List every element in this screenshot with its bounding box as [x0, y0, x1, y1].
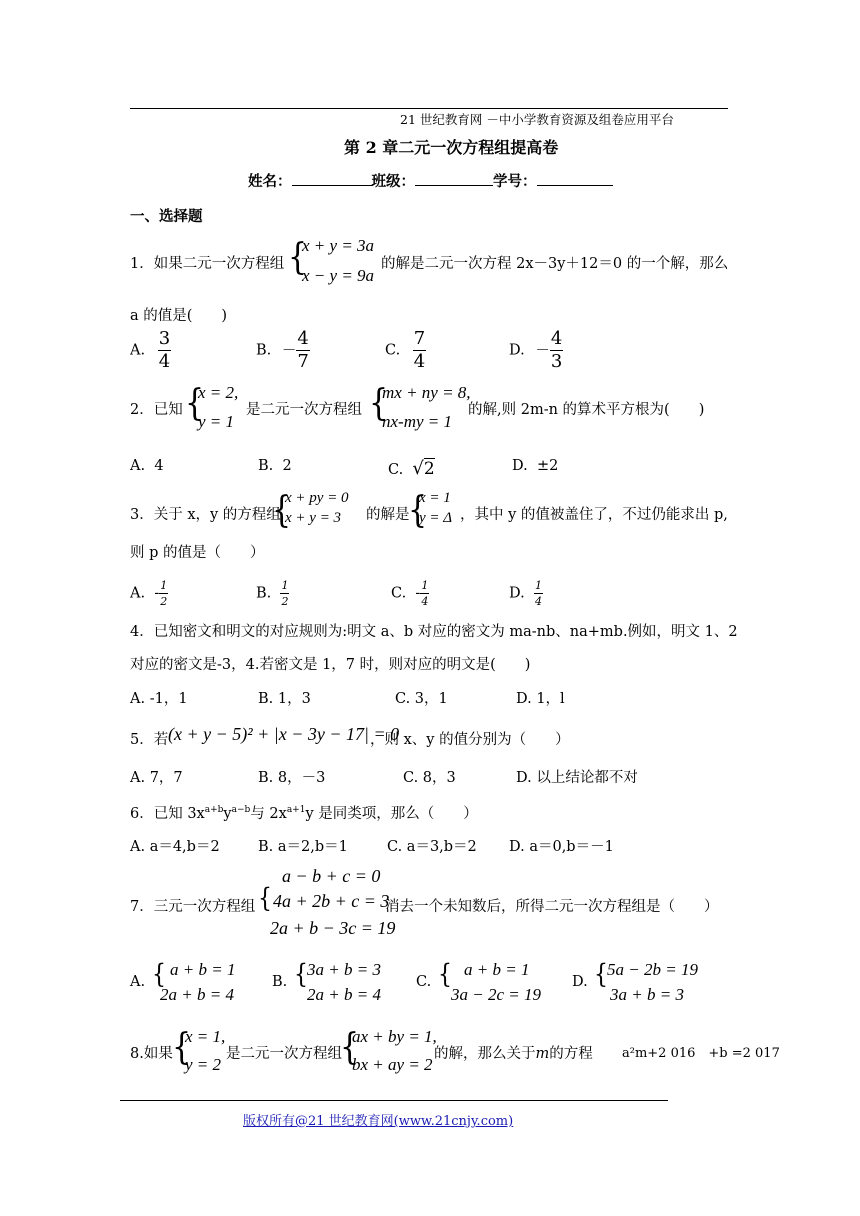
q5-expression: (x + y − 5)² + |x − 3y − 17| = 0 — [168, 724, 400, 744]
q3-option-d[interactable]: D. $\frac{1}{4}$ — [509, 579, 542, 608]
q3-e2: x + y = 3 — [285, 510, 342, 526]
q1-opt-d-fraction: $\frac{4}{3}$ — [550, 328, 563, 372]
name-blank[interactable] — [292, 185, 372, 186]
q3-s2: y = Δ — [419, 510, 453, 526]
q6-option-c[interactable]: C. a＝3,b＝2 — [387, 839, 477, 855]
q4-line2: 对应的密文是-3，4.若密文是 1，7 时，则对应的明文是( ) — [130, 657, 531, 673]
q2-brace-2: { — [369, 382, 389, 425]
name-label: 姓名： — [248, 173, 292, 190]
id-label: 学号： — [493, 173, 537, 190]
q2-option-c[interactable]: C. √2 — [388, 458, 435, 479]
header-rule — [130, 108, 728, 109]
q8-text-b: 是二元一次方程组 — [226, 1046, 342, 1062]
q2-brace-1: { — [185, 382, 205, 425]
q8-e1: ax + by = 1, — [352, 1027, 437, 1046]
q2-text-b: 是二元一次方程组 — [246, 402, 362, 418]
q5-option-c[interactable]: C. 8，3 — [403, 770, 456, 786]
q4-option-b[interactable]: B. 1，3 — [258, 691, 311, 707]
q8-s2: y = 2 — [185, 1055, 222, 1074]
id-blank[interactable] — [537, 185, 613, 186]
q3-option-b[interactable]: B. $\frac{1}{2}$ — [256, 579, 289, 608]
sqrt-symbol: √ — [412, 458, 424, 479]
class-blank[interactable] — [415, 185, 493, 186]
q8-text-a: 8.如果 — [130, 1046, 173, 1062]
q7-brace: { — [258, 883, 272, 914]
footer-rule — [120, 1100, 668, 1101]
q1-eq2: x − y = 9a — [302, 266, 375, 285]
q8-s1: x = 1, — [185, 1027, 226, 1046]
q3-option-c[interactable]: C. - $\frac{1}{4}$ — [391, 579, 429, 608]
q7-e1: a − b + c = 0 — [282, 866, 381, 886]
q3-s1: x = 1 — [419, 490, 451, 506]
q5-option-d[interactable]: D. 以上结论都不对 — [516, 770, 638, 786]
q8-brace-1: { — [172, 1026, 192, 1069]
q2-option-a[interactable]: A. 4 — [130, 458, 164, 474]
q2-s1: x = 2, — [198, 383, 239, 402]
q1-opt-c-fraction: $\frac{7}{4}$ — [413, 328, 426, 372]
q7-text-b: 消去一个未知数后，所得二元一次方程组是（ ） — [385, 899, 719, 915]
student-info — [248, 170, 613, 191]
q7-e3: 2a + b − 3c = 19 — [270, 918, 396, 938]
q3-text-c: ，其中 y 的值被盖住了，不过仍能求出 p, — [460, 507, 728, 523]
q2-text-c: 的解,则 2m-n 的算术平方根为( ) — [468, 402, 705, 418]
q7-text-a: 7．三元一次方程组 — [130, 899, 256, 915]
q3-brace-2: { — [408, 489, 428, 532]
q8-text-c: 的解，那么关于m的方程 — [434, 1046, 593, 1062]
q2-option-b[interactable]: B. 2 — [258, 458, 292, 474]
q1-text-c: a 的值是( ) — [130, 308, 228, 324]
q2-option-d[interactable]: D. ±2 — [512, 458, 559, 474]
q8-e2: bx + ay = 2 — [352, 1055, 433, 1074]
q8-brace-2: { — [340, 1026, 360, 1069]
page-title: 第 2 章二元一次方程组提高卷 — [344, 138, 559, 157]
q6-option-d[interactable]: D. a＝0,b＝－1 — [509, 839, 614, 855]
q5-text-b: ，则 x、y 的值分别为（ ） — [370, 732, 570, 748]
q1-opt-b-fraction: $\frac{4}{7}$ — [297, 328, 309, 372]
q1-text-b: 的解是二元一次方程 2x－3y＋12＝0 的一个解，那么 — [381, 256, 729, 272]
class-label: 班级： — [371, 173, 415, 190]
q5-option-b[interactable]: B. 8，－3 — [258, 770, 326, 786]
q1-opt-a-fraction: $\frac{3}{4}$ — [158, 328, 171, 372]
q5-text-a: 5．若 — [130, 732, 169, 748]
q2-e2: nx-my = 1 — [382, 412, 453, 431]
q1-option-b[interactable]: B. － $\frac{4}{7}$ — [256, 328, 309, 372]
q1-eq1: x + y = 3a — [302, 236, 375, 255]
q4-option-a[interactable]: A. -1，1 — [130, 691, 188, 707]
footer-copyright-link[interactable]: 版权所有@21 世纪教育网(www.21cnjy.com) — [243, 1114, 514, 1129]
q8-tail: a²m+2 016 +b =2 017 — [622, 1046, 780, 1061]
q2-s2: y = 1 — [198, 412, 235, 431]
q4-option-d[interactable]: D. 1，l — [516, 691, 565, 707]
q3-e1: x + py = 0 — [285, 490, 349, 506]
q2-text-a: 2．已知 — [130, 402, 183, 418]
q1-text-a: 1．如果二元一次方程组 — [130, 256, 285, 272]
q3-option-a[interactable]: A. - $\frac{1}{2}$ — [130, 579, 168, 608]
q2-e1: mx + ny = 8, — [382, 383, 471, 402]
header-site-text: 21 世纪教育网 －中小学教育资源及组卷应用平台 — [400, 112, 674, 127]
q6-text: 6．已知 $3x^{a+b}y^{a-b}$与 $2x^{a+1}y$ 是同类项，那么（ ） — [130, 805, 478, 822]
q7-e2: 4a + 2b + c = 3 — [273, 891, 390, 911]
q1-option-d[interactable]: D. － $\frac{4}{3}$ — [509, 328, 563, 372]
q6-option-b[interactable]: B. a＝2,b＝1 — [258, 839, 348, 855]
q4-option-c[interactable]: C. 3，1 — [395, 691, 448, 707]
q1-option-a[interactable]: A. $\frac{3}{4}$ — [130, 328, 171, 372]
q5-option-a[interactable]: A. 7，7 — [130, 770, 183, 786]
q3-text-a: 3．关于 x，y 的方程组 — [130, 507, 281, 523]
q1-option-c[interactable]: C. $\frac{7}{4}$ — [385, 328, 426, 372]
q1-brace: { — [288, 236, 308, 279]
q3-text-d: 则 p 的值是（ ） — [130, 545, 265, 561]
section-heading: 一、选择题 — [130, 208, 203, 225]
q3-brace-1: { — [272, 489, 292, 532]
q4-line1: 4．已知密文和明文的对应规则为:明文 a、b 对应的密文为 ma-nb、na+mb.例如，明文 1、2 — [130, 624, 738, 640]
q6-option-a[interactable]: A. a＝4,b＝2 — [130, 839, 220, 855]
q3-text-b: 的解是 — [366, 507, 410, 523]
